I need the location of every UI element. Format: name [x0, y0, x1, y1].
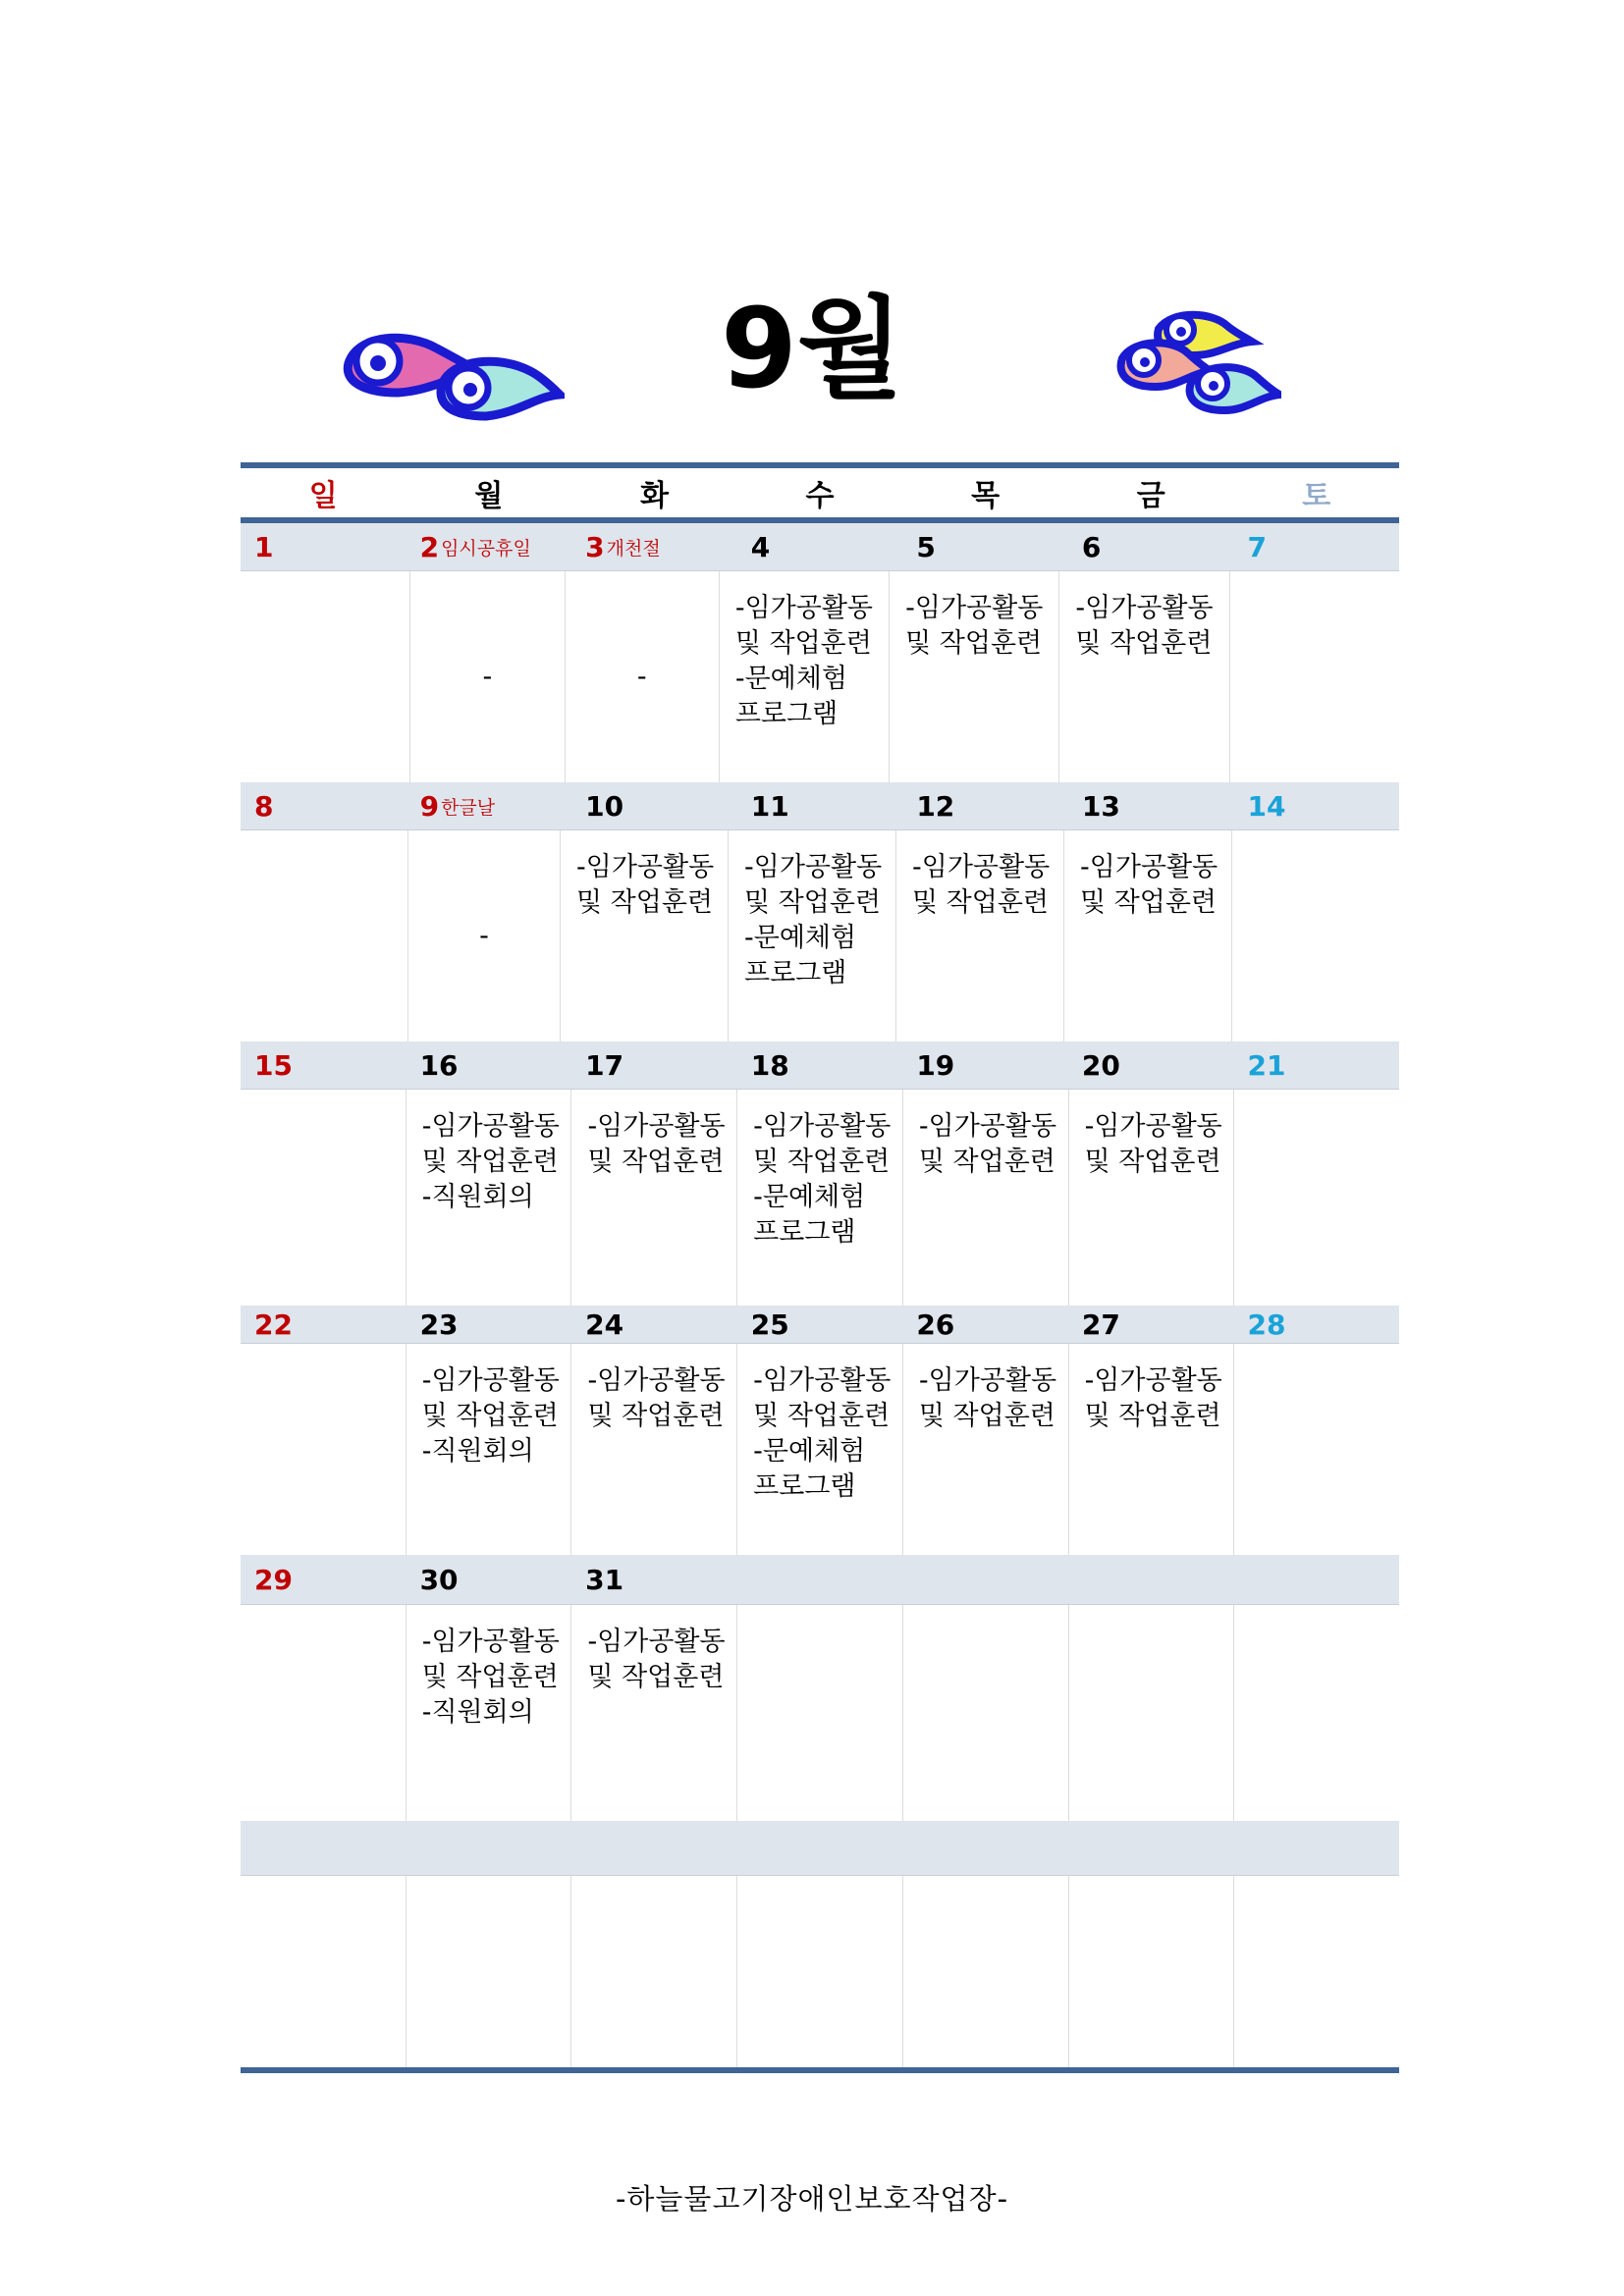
day-number: 29	[254, 1563, 293, 1596]
date-cell	[737, 1555, 903, 1604]
day-events: -	[565, 571, 719, 782]
day-events: -임가공활동 및 작업훈련	[1063, 830, 1231, 1041]
day-number: 20	[1081, 1048, 1120, 1082]
day-number: 16	[419, 1048, 459, 1082]
week-row	[241, 1041, 1399, 1306]
date-cell	[902, 1041, 1068, 1089]
footer-organization-name: -하늘물고기장애인보호작업장-	[615, 2182, 1009, 2216]
date-cell	[1233, 1306, 1399, 1343]
event-row	[241, 1876, 1399, 2067]
date-number-row	[241, 1041, 1399, 1090]
day-events	[241, 1605, 406, 1821]
day-number: 8	[254, 789, 274, 823]
holiday-label: 한글날	[441, 796, 496, 819]
day-events	[902, 1605, 1068, 1821]
calendar-weeks	[241, 523, 1399, 2067]
day-events	[1233, 1344, 1399, 1555]
day-events: -	[407, 830, 560, 1041]
day-number: 28	[1247, 1308, 1286, 1341]
date-cell	[737, 782, 903, 829]
date-cell	[1068, 1555, 1234, 1604]
day-events	[1233, 1876, 1399, 2067]
date-cell	[1233, 1041, 1399, 1089]
day-events: -임가공활동 및 작업훈련 -문예체험 프로그램	[736, 1344, 902, 1555]
date-cell	[571, 1821, 737, 1875]
weekday-header	[241, 468, 1399, 517]
date-cell	[571, 523, 737, 570]
day-events	[902, 1876, 1068, 2067]
day-number: 21	[1247, 1048, 1286, 1082]
day-number: 6	[1081, 530, 1102, 563]
day-number: 1	[254, 530, 274, 563]
date-cell	[1233, 782, 1399, 829]
date-number-row	[241, 1821, 1399, 1876]
day-number: 18	[750, 1048, 789, 1082]
day-events: -임가공활동 및 작업훈련 -문예체험 프로그램	[736, 1090, 902, 1306]
day-number: 17	[585, 1048, 624, 1082]
week-row	[241, 1555, 1399, 1821]
day-events: -임가공활동 및 작업훈련	[1068, 1090, 1234, 1306]
day-events: -임가공활동 및 작업훈련 -직원회의	[406, 1605, 571, 1821]
date-cell	[571, 1555, 737, 1604]
day-events	[241, 1344, 406, 1555]
day-events: -임가공활동 및 작업훈련 -문예체험 프로그램	[719, 571, 889, 782]
date-cell	[1233, 1555, 1399, 1604]
date-cell	[406, 1821, 572, 1875]
day-events: -임가공활동 및 작업훈련	[1058, 571, 1228, 782]
weekday-label: 수	[805, 479, 835, 513]
date-number-row	[241, 523, 1399, 571]
day-events	[406, 1876, 571, 2067]
event-row	[241, 1605, 1399, 1821]
day-events: -임가공활동 및 작업훈련 -직원회의	[406, 1344, 571, 1555]
day-events	[1229, 571, 1399, 782]
date-cell	[241, 1555, 406, 1604]
date-cell	[737, 1821, 903, 1875]
day-events	[736, 1605, 902, 1821]
weekday-label: 금	[1136, 479, 1165, 513]
day-number: 15	[254, 1048, 293, 1082]
date-cell	[737, 1306, 903, 1343]
date-cell	[406, 1555, 572, 1604]
date-cell	[902, 1555, 1068, 1604]
day-events: -	[409, 571, 564, 782]
day-number: 26	[916, 1308, 955, 1341]
fish-decoration-left	[339, 314, 565, 422]
day-number: 12	[916, 789, 955, 823]
week-row	[241, 782, 1399, 1041]
day-events: -임가공활동 및 작업훈련	[889, 571, 1058, 782]
day-number: 5	[916, 530, 936, 563]
weekday-label: 화	[639, 479, 669, 513]
day-number: 2	[419, 530, 440, 563]
day-events	[1233, 1090, 1399, 1306]
day-events	[1068, 1605, 1234, 1821]
date-cell	[902, 1821, 1068, 1875]
day-number: 14	[1247, 789, 1286, 823]
day-number: 27	[1081, 1308, 1120, 1341]
date-cell	[737, 1041, 903, 1089]
holiday-label: 임시공휴일	[441, 537, 531, 560]
weekday-label: 목	[971, 479, 1001, 513]
day-number: 31	[585, 1563, 624, 1596]
day-events	[570, 1876, 736, 2067]
date-cell	[1068, 782, 1234, 829]
event-row	[241, 830, 1399, 1041]
day-events	[1068, 1876, 1234, 2067]
date-number-row	[241, 1555, 1399, 1605]
date-cell	[737, 523, 903, 570]
date-cell	[241, 523, 406, 570]
weekday-label: 토	[1302, 479, 1331, 513]
week-row	[241, 523, 1399, 782]
day-events: -임가공활동 및 작업훈련	[1068, 1344, 1234, 1555]
day-events: -임가공활동 및 작업훈련	[570, 1344, 736, 1555]
date-cell	[406, 1306, 572, 1343]
date-cell	[241, 1041, 406, 1089]
holiday-label: 개천절	[606, 537, 661, 560]
day-events	[241, 830, 407, 1041]
event-row	[241, 571, 1399, 782]
day-events	[241, 1090, 406, 1306]
day-number: 9	[419, 789, 440, 823]
day-events: -임가공활동 및 작업훈련	[895, 830, 1063, 1041]
day-number: 25	[750, 1308, 789, 1341]
date-cell	[1068, 1306, 1234, 1343]
week-row	[241, 1306, 1399, 1555]
date-cell	[902, 782, 1068, 829]
day-number: 11	[750, 789, 789, 823]
day-number: 7	[1247, 530, 1267, 563]
day-number: 13	[1081, 789, 1120, 823]
date-cell	[406, 782, 572, 829]
weekday-label: 월	[474, 479, 504, 513]
bottom-rule	[241, 2067, 1399, 2073]
day-events: -임가공활동 및 작업훈련	[570, 1605, 736, 1821]
day-events: -임가공활동 및 작업훈련 -문예체험 프로그램	[728, 830, 895, 1041]
event-row	[241, 1090, 1399, 1306]
day-events: -임가공활동 및 작업훈련	[902, 1344, 1068, 1555]
day-number: 30	[419, 1563, 459, 1596]
day-events	[241, 571, 409, 782]
day-events: -임가공활동 및 작업훈련	[902, 1090, 1068, 1306]
day-number: 19	[916, 1048, 955, 1082]
day-events	[241, 1876, 406, 2067]
day-events	[1231, 830, 1399, 1041]
event-row	[241, 1344, 1399, 1555]
fish-decoration-right	[1114, 304, 1281, 417]
date-cell	[406, 523, 572, 570]
day-number: 23	[419, 1308, 459, 1341]
date-cell	[241, 1306, 406, 1343]
date-cell	[571, 1306, 737, 1343]
day-events: -임가공활동 및 작업훈련 -직원회의	[406, 1090, 571, 1306]
date-cell	[406, 1041, 572, 1089]
date-cell	[571, 1041, 737, 1089]
page-title: 9월	[720, 286, 904, 413]
day-number: 24	[585, 1308, 624, 1341]
date-cell	[1068, 1821, 1234, 1875]
date-cell	[1233, 523, 1399, 570]
date-cell	[1233, 1821, 1399, 1875]
date-number-row	[241, 1306, 1399, 1344]
weekday-label: 일	[308, 479, 338, 513]
date-cell	[902, 1306, 1068, 1343]
date-cell	[241, 782, 406, 829]
day-number: 10	[585, 789, 624, 823]
day-number: 22	[254, 1308, 293, 1341]
date-cell	[1068, 1041, 1234, 1089]
day-number: 3	[585, 530, 605, 563]
day-number: 4	[750, 530, 771, 563]
date-number-row	[241, 782, 1399, 830]
week-row	[241, 1821, 1399, 2067]
date-cell	[241, 1821, 406, 1875]
day-events	[1233, 1605, 1399, 1821]
date-cell	[571, 782, 737, 829]
date-cell	[1068, 523, 1234, 570]
month-calendar	[241, 462, 1399, 2073]
day-events	[736, 1876, 902, 2067]
day-events: -임가공활동 및 작업훈련	[560, 830, 728, 1041]
day-events: -임가공활동 및 작업훈련	[570, 1090, 736, 1306]
date-cell	[902, 523, 1068, 570]
